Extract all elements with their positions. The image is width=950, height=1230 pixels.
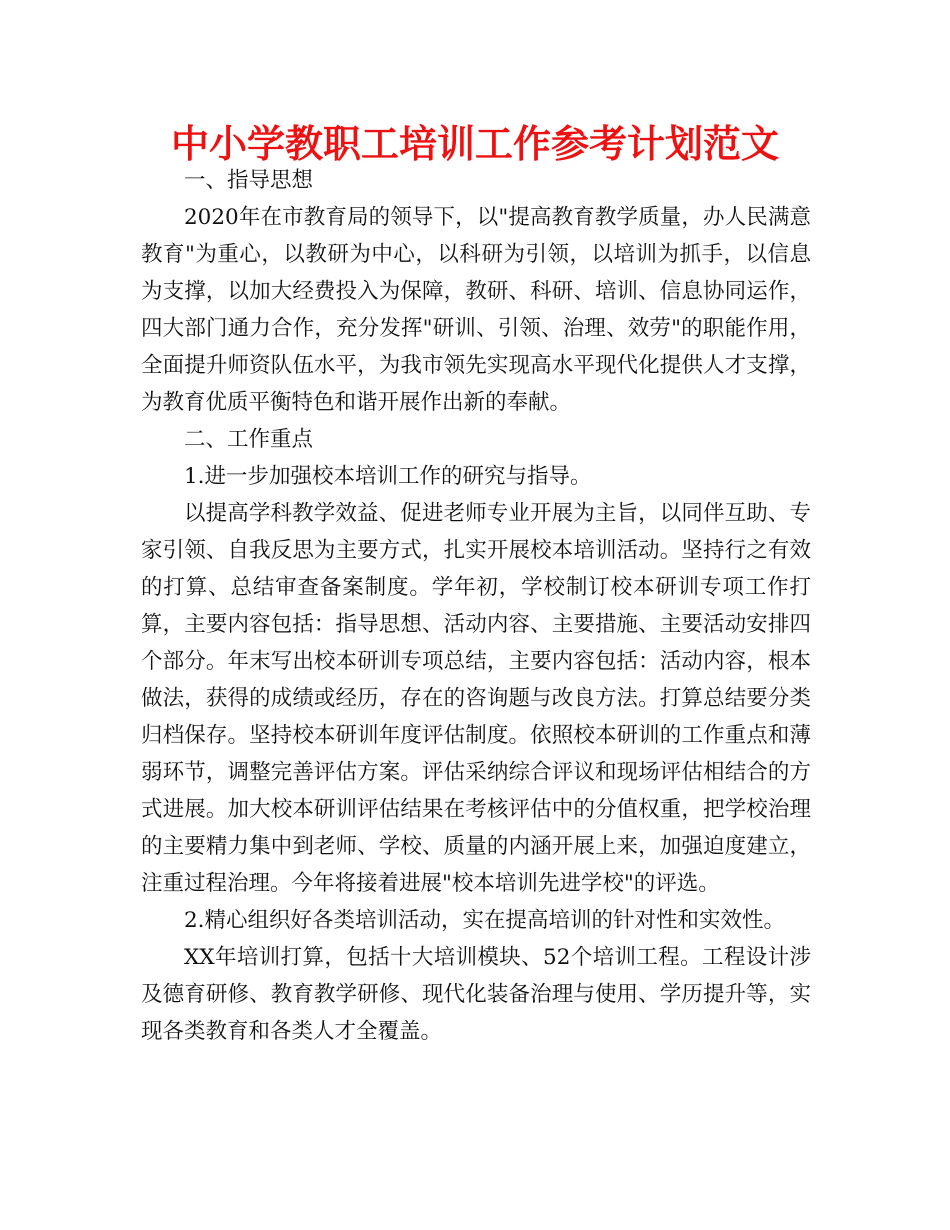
document-title: 中小学教职工培训工作参考计划范文: [170, 122, 779, 166]
paragraph-guiding-ideology: 2020年在市教育局的领导下，以"提高教育教学质量，办人民满意教育"为重心，以教研为中心，以科研为引领，以培训为抓手，以信息为支撑，以加大经费投入为保障，教研、科研、培训、信息协同运作，四大部门通力合作，充分发挥"研训、引领、治理、效劳"的职能作用，全面提升师资队伍水平，为我市领先实现高水平现代化提供人才支撑，为教育优质平衡特色和谐开展作出新的奉献。: [141, 205, 811, 415]
section-heading-work-focus: 二、工作重点: [184, 427, 314, 452]
section-heading-guiding-ideology: 一、指导思想: [184, 168, 314, 193]
paragraph-training-plan: XX年培训打算，包括十大培训模块、52个培训工程。工程设计涉及德育研修、教育教学研修、现代化装备治理与使用、学历提升等，实现各类教育和各类人才全覆盖。: [141, 945, 811, 1044]
document-body: [141, 162, 811, 1050]
paragraph-school-training: 以提高学科教学效益、促进老师专业开展为主旨，以同伴互助、专家引领、自我反思为主要方式，扎实开展校本培训活动。坚持行之有效的打算、总结审查备案制度。学年初，学校制订校本研训专项工作打算，主要内容包括：指导思想、活动内容、主要措施、主要活动安排四个部分。年末写出校本研训专项总结，主要内容包括：活动内容，根本做法，获得的成绩或经历，存在的咨询题与改良方法。打算总结要分类归档保存。坚持校本研训年度评估制度。依照校本研训的工作重点和薄弱环节，调整完善评估方案。评估采纳综合评议和现场评估相结合的方式进展。加大校本研训评估结果在考核评估中的分值权重，把学校治理的主要精力集中到老师、学校、质量的内涵开展上来，加强迫度建立，注重过程治理。今年将接着进展"校本培训先进学校"的评选。: [141, 501, 811, 896]
item-heading-training-activities: 2.精心组织好各类培训活动，实在提高培训的针对性和实效性。: [184, 908, 786, 933]
item-heading-school-training: 1.进一步加强校本培训工作的研究与指导。: [184, 464, 592, 489]
